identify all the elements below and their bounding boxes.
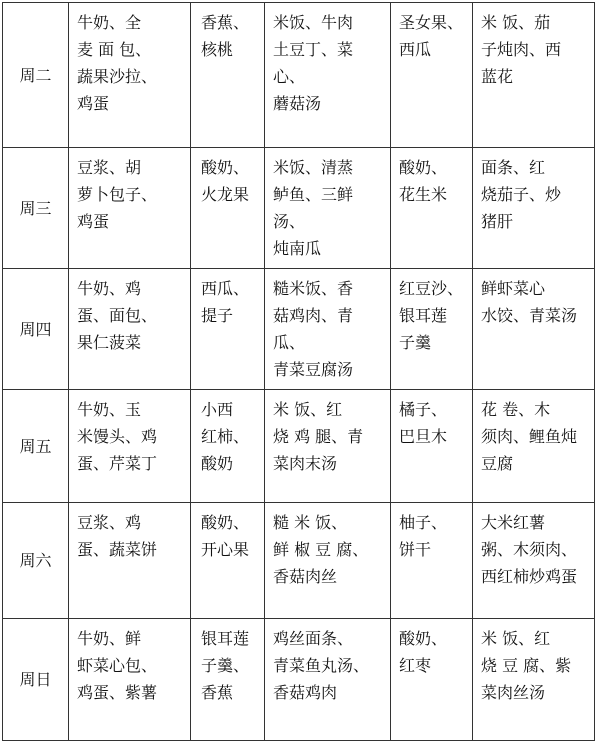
lunch-line: 蘑菇汤: [273, 94, 322, 113]
morning-snack-line: 香蕉、: [201, 13, 250, 32]
dinner-cell: [473, 269, 595, 390]
morning-snack-cell: [191, 148, 265, 269]
lunch-line: 米饭、清蒸: [273, 158, 354, 177]
lunch-line: 鲜 椒 豆 腐、: [273, 540, 369, 559]
dinner-line: 豆腐: [481, 454, 514, 473]
morning-snack-line: 核桃: [201, 40, 234, 59]
lunch-line: 青菜鱼丸汤、: [273, 656, 370, 675]
day-label: 周四: [3, 269, 69, 390]
meal-table-body: [3, 3, 595, 741]
morning-snack-line: 酸奶、: [201, 158, 250, 177]
breakfast-line: 牛奶、鸡: [77, 279, 142, 298]
afternoon-snack-line: 酸奶、: [399, 629, 448, 648]
dinner-line: 鲜虾菜心: [481, 279, 546, 298]
morning-snack-line: 小西: [201, 400, 234, 419]
weekly-meal-table: [2, 2, 595, 741]
dinner-line: 大米红薯: [481, 513, 546, 532]
morning-snack-cell: [191, 269, 265, 390]
breakfast-line: 鸡蛋、紫薯: [77, 683, 158, 702]
breakfast-line: 鸡蛋: [77, 94, 110, 113]
morning-snack-line: 火龙果: [201, 185, 250, 204]
afternoon-snack-line: 饼干: [399, 540, 432, 559]
morning-snack-cell: [191, 503, 265, 619]
dinner-line: 烧 豆 腐、紫: [481, 656, 572, 675]
breakfast-line: 蛋、面包、: [77, 306, 158, 325]
breakfast-line: 麦 面 包、: [77, 40, 152, 59]
dinner-line: 米 饭、茄: [481, 13, 551, 32]
breakfast-line: 牛奶、鲜: [77, 629, 142, 648]
morning-snack-line: 酸奶: [201, 454, 234, 473]
table-row: [3, 390, 595, 503]
morning-snack-line: 银耳莲: [201, 629, 250, 648]
lunch-cell: [265, 390, 391, 503]
breakfast-line: 鸡蛋: [77, 212, 110, 231]
dinner-line: 菜肉丝汤: [481, 683, 546, 702]
breakfast-line: 蛋、蔬菜饼: [77, 540, 158, 559]
afternoon-snack-cell: [391, 619, 473, 741]
lunch-line: 烧 鸡 腿、青: [273, 427, 364, 446]
day-label: 周二: [3, 3, 69, 148]
morning-snack-line: 子羹、: [201, 656, 250, 675]
lunch-cell: [265, 269, 391, 390]
dinner-cell: [473, 390, 595, 503]
lunch-cell: [265, 503, 391, 619]
table-row: [3, 3, 595, 148]
dinner-line: 烧茄子、炒: [481, 185, 562, 204]
lunch-line: 香菇肉丝: [273, 567, 338, 586]
lunch-line: 糙 米 饭、: [273, 513, 348, 532]
lunch-cell: [265, 619, 391, 741]
day-label: 周三: [3, 148, 69, 269]
breakfast-line: 牛奶、全: [77, 13, 142, 32]
lunch-line: 土豆丁、菜心、: [273, 40, 354, 86]
dinner-line: 蓝花: [481, 67, 514, 86]
lunch-cell: [265, 148, 391, 269]
breakfast-cell: [69, 619, 191, 741]
table-row: [3, 503, 595, 619]
afternoon-snack-line: 柚子、: [399, 513, 448, 532]
lunch-line: 香菇鸡肉: [273, 683, 338, 702]
morning-snack-line: 西瓜、: [201, 279, 250, 298]
morning-snack-cell: [191, 3, 265, 148]
day-label: 周六: [3, 503, 69, 619]
dinner-line: 西红柿炒鸡蛋: [481, 567, 578, 586]
dinner-line: 猪肝: [481, 212, 514, 231]
dinner-cell: [473, 619, 595, 741]
dinner-line: 粥、木须肉、: [481, 540, 578, 559]
breakfast-cell: [69, 148, 191, 269]
dinner-line: 子炖肉、西: [481, 40, 562, 59]
dinner-line: 面条、红: [481, 158, 546, 177]
afternoon-snack-cell: [391, 148, 473, 269]
day-label: 周日: [3, 619, 69, 741]
afternoon-snack-line: 红豆沙、: [399, 279, 464, 298]
day-label: 周五: [3, 390, 69, 503]
breakfast-line: 蔬果沙拉、: [77, 67, 158, 86]
breakfast-cell: [69, 503, 191, 619]
table-row: [3, 619, 595, 741]
afternoon-snack-line: 圣女果、: [399, 13, 464, 32]
afternoon-snack-cell: [391, 3, 473, 148]
afternoon-snack-line: 西瓜: [399, 40, 432, 59]
afternoon-snack-line: 酸奶、: [399, 158, 448, 177]
lunch-line: 鸡丝面条、: [273, 629, 354, 648]
dinner-line: 水饺、青菜汤: [481, 306, 578, 325]
morning-snack-line: 红柿、: [201, 427, 250, 446]
breakfast-cell: [69, 269, 191, 390]
afternoon-snack-cell: [391, 390, 473, 503]
lunch-line: 炖南瓜: [273, 239, 322, 258]
lunch-line: 米 饭、红: [273, 400, 343, 419]
breakfast-line: 米馒头、鸡: [77, 427, 158, 446]
morning-snack-cell: [191, 619, 265, 741]
afternoon-snack-line: 花生米: [399, 185, 448, 204]
afternoon-snack-line: 银耳莲: [399, 306, 448, 325]
morning-snack-line: 提子: [201, 306, 234, 325]
table-row: [3, 148, 595, 269]
breakfast-line: 虾菜心包、: [77, 656, 158, 675]
lunch-line: 菜肉末汤: [273, 454, 338, 473]
lunch-line: 鲈鱼、三鲜汤、: [273, 185, 354, 231]
lunch-cell: [265, 3, 391, 148]
breakfast-line: 蛋、芹菜丁: [77, 454, 158, 473]
afternoon-snack-line: 子羹: [399, 333, 432, 352]
dinner-cell: [473, 148, 595, 269]
afternoon-snack-cell: [391, 503, 473, 619]
dinner-cell: [473, 3, 595, 148]
lunch-line: 菇鸡肉、青瓜、: [273, 306, 354, 352]
morning-snack-line: 开心果: [201, 540, 250, 559]
dinner-line: 米 饭、红: [481, 629, 551, 648]
breakfast-line: 豆浆、鸡: [77, 513, 142, 532]
dinner-cell: [473, 503, 595, 619]
dinner-line: 花 卷、木: [481, 400, 551, 419]
breakfast-cell: [69, 3, 191, 148]
lunch-line: 青菜豆腐汤: [273, 360, 354, 379]
afternoon-snack-cell: [391, 269, 473, 390]
breakfast-line: 牛奶、玉: [77, 400, 142, 419]
morning-snack-line: 酸奶、: [201, 513, 250, 532]
breakfast-line: 豆浆、胡: [77, 158, 142, 177]
morning-snack-line: 香蕉: [201, 683, 234, 702]
breakfast-line: 萝卜包子、: [77, 185, 158, 204]
breakfast-line: 果仁菠菜: [77, 333, 142, 352]
dinner-line: 须肉、鲤鱼炖: [481, 427, 578, 446]
afternoon-snack-line: 橘子、: [399, 400, 448, 419]
lunch-line: 糙米饭、香: [273, 279, 354, 298]
morning-snack-cell: [191, 390, 265, 503]
afternoon-snack-line: 红枣: [399, 656, 432, 675]
table-row: [3, 269, 595, 390]
lunch-line: 米饭、牛肉: [273, 13, 354, 32]
breakfast-cell: [69, 390, 191, 503]
afternoon-snack-line: 巴旦木: [399, 427, 448, 446]
